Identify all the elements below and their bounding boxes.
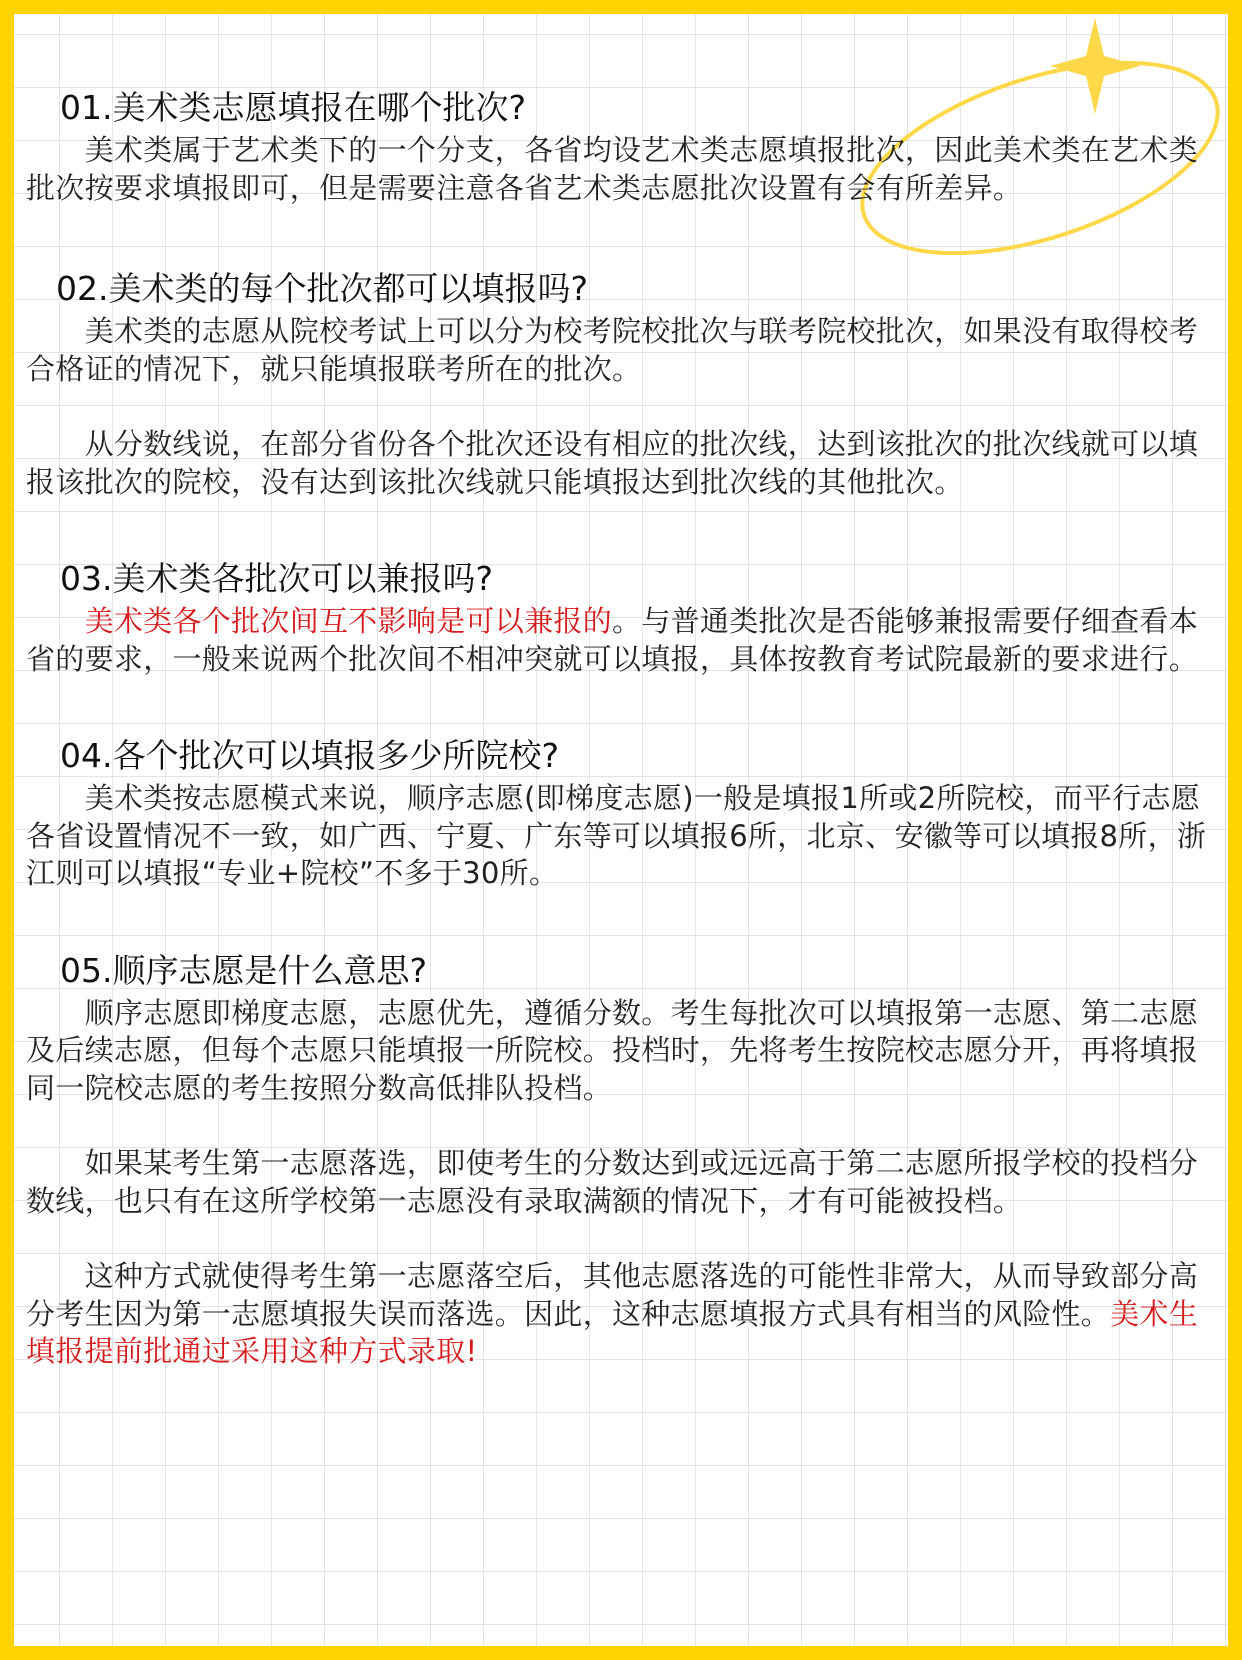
section-5-paragraph-2: 如果某考生第一志愿落选，即使考生的分数达到或远远高于第二志愿所报学校的投档分数线，也只有在这所学校第一志愿没有录取满额的情况下，才有可能被投档。 [26,1146,1199,1218]
section-3-title: 03.美术类各批次可以兼报吗? [60,559,493,598]
section-1-title: 01.美术类志愿填报在哪个批次? [60,88,526,127]
section-2-paragraph-1: 美术类的志愿从院校考试上可以分为校考院校批次与联考院校批次，如果没有取得校考合格证的情况下，就只能填报联考所在的批次。 [26,314,1199,386]
section-1-paragraph-1: 美术类属于艺术类下的一个分支，各省均设艺术类志愿填报批次，因此美术类在艺术类批次按要求填报即可，但是需要注意各省艺术类志愿批次设置有会有所差异。 [26,133,1199,205]
section-5-paragraph-3 [26,1258,1220,1371]
section-4-title: 04.各个批次可以填报多少所院校? [60,736,559,775]
section-5-paragraph-1: 顺序志愿即梯度志愿，志愿优先，遵循分数。考生每批次可以填报第一志愿、第二志愿及后续志愿，但每个志愿只能填报一所院校。投档时，先将考生按院校志愿分开，再将填报同一院校志愿的考生按照分数高低排队投档。 [26,995,1199,1105]
section-3-highlight: 美术类各个批次间互不影响是可以兼报的 [84,604,613,638]
section-4-paragraph-1: 美术类按志愿模式来说，顺序志愿(即梯度志愿)一般是填报1所或2所院校，而平行志愿各省设置情况不一致，如广西、宁夏、广东等可以填报6所，北京、安徽等可以填报8所，浙江则可以填报“专业+院校”不多于30所。 [26,781,1207,890]
section-5-text: 这种方式就使得考生第一志愿落空后，其他志愿落选的可能性非常大，从而导致部分高分考生因为第一志愿填报失误而落选。因此，这种志愿填报方式具有相当的风险性。 [26,1259,1199,1331]
section-3-paragraph-1 [26,603,1220,678]
article-content [26,86,1220,1371]
section-2-title: 02.美术类的每个批次都可以填报吗? [56,269,588,308]
section-5-title: 05.顺序志愿是什么意思? [60,950,427,990]
section-3-text: 。与普通类批次是否能够兼报需要仔细查看本省的要求，一般来说两个批次间不相冲突就可以填报，具体按教育考试院最新的要求进行。 [26,604,1199,676]
section-2-paragraph-2: 从分数线说，在部分省份各个批次还设有相应的批次线，达到该批次的批次线就可以填报该批次的院校，没有达到该批次线就只能填报达到批次线的其他批次。 [26,427,1199,499]
section-5-highlight: 美术生填报提前批通过采用这种方式录取! [26,1296,1199,1368]
